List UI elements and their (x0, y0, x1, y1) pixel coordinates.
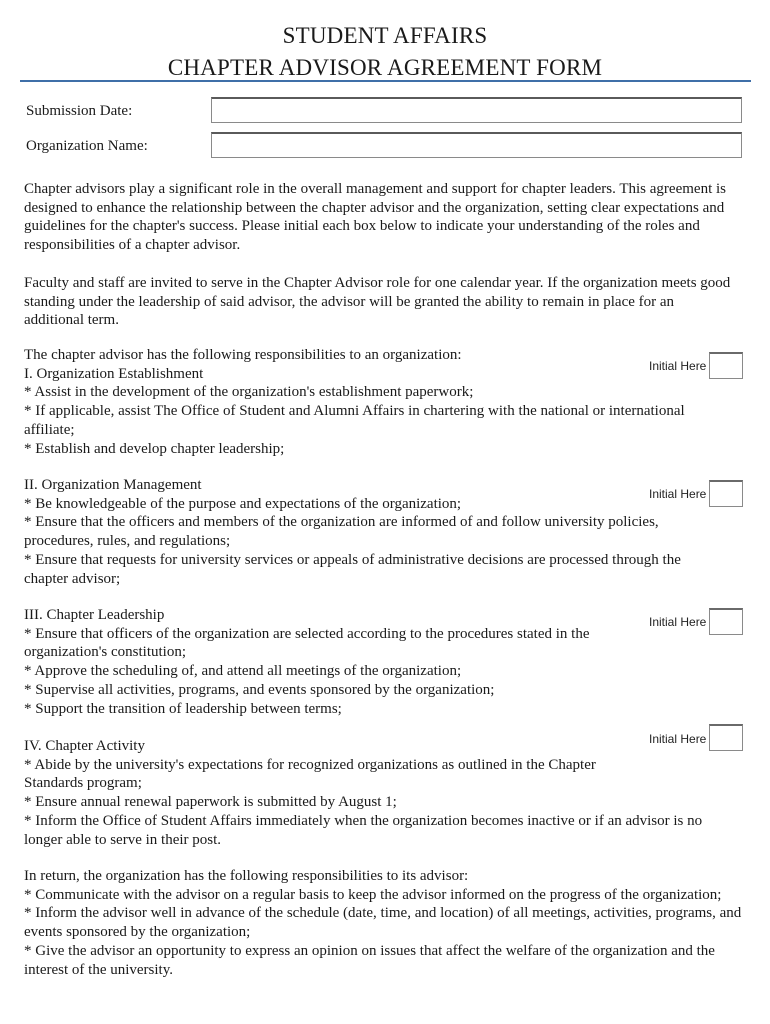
text-line: * Be knowledgeable of the purpose and expectations of the organization; (24, 495, 462, 512)
text-line: * Give the advisor an opportunity to express an opinion on issues that affect the welfare of the organization and the (24, 942, 715, 959)
text-line: affiliate; (24, 421, 75, 438)
submission-date-field[interactable] (211, 97, 742, 123)
organization-name-label: Organization Name: (26, 138, 148, 154)
text-line: Chapter advisors play a significant role in the overall management and support for chapter leaders. This agreement is (24, 181, 726, 197)
text-line: guidelines for the chapter's success. Please initial each box below to indicate your understanding of the roles and (24, 218, 700, 235)
text-line: responsibilities of a chapter advisor. (24, 237, 241, 254)
text-line: * Inform the advisor well in advance of the schedule (date, time, and location) of all meetings, activities, programs, and (24, 905, 742, 922)
text-line: * Establish and develop chapter leadership; (24, 440, 285, 457)
section-organization-management (24, 476, 748, 588)
section-chapter-activity (24, 737, 748, 849)
form-title-line-2: CHAPTER ADVISOR AGREEMENT FORM (167, 55, 603, 80)
text-line: * Inform the Office of Student Affairs immediately when the organization becomes inactive or if an advisor is no (24, 812, 703, 829)
text-line: interest of the university. (24, 961, 173, 978)
text-line: The chapter advisor has the following responsibilities to an organization: (24, 347, 462, 363)
text-line: organization's constitution; (24, 644, 186, 661)
organization-name-field[interactable] (211, 132, 742, 158)
initial-box-section-2[interactable] (709, 480, 743, 507)
text-line: * Supervise all activities, programs, and events sponsored by the organization; (24, 681, 495, 698)
section-heading: I. Organization Establishment (24, 365, 204, 382)
text-line: * Ensure annual renewal paperwork is submitted by August 1; (24, 794, 397, 811)
text-line: * Ensure that the officers and members of the organization are informed of and follow university policies, (24, 514, 659, 531)
text-line: In return, the organization has the following responsibilities to its advisor: (24, 868, 469, 884)
text-line: * Abide by the university's expectations for recognized organizations as outlined in the Chapter (24, 756, 596, 773)
organization-name-input[interactable] (212, 134, 741, 157)
text-line: * Ensure that requests for university services or appeals of administrative decisions are processed through the (24, 551, 681, 568)
text-line: * If applicable, assist The Office of Student and Alumni Affairs in chartering with the national or international (24, 403, 685, 420)
text-line: * Support the transition of leadership between terms; (24, 700, 342, 717)
text-line: * Communicate with the advisor on a regular basis to keep the advisor informed on the progress of the organization; (24, 886, 722, 903)
section-heading: IV. Chapter Activity (24, 738, 145, 754)
text-line: * Approve the scheduling of, and attend all meetings of the organization; (24, 663, 462, 680)
section-organization-establishment (24, 346, 748, 458)
intro-paragraph (24, 180, 748, 255)
section-heading: II. Organization Management (24, 477, 202, 493)
text-line: events sponsored by the organization; (24, 924, 251, 941)
text-line: * Ensure that officers of the organization are selected according to the procedures stated in the (24, 625, 590, 642)
form-title-line-1: STUDENT AFFAIRS (282, 23, 488, 48)
text-line: procedures, rules, and regulations; (24, 533, 231, 550)
text-line: Standards program; (24, 775, 142, 792)
initial-box-section-4[interactable] (709, 724, 743, 751)
section-chapter-leadership (24, 606, 748, 718)
organization-responsibilities (24, 867, 748, 979)
initial-here-label: Initial Here (649, 615, 707, 629)
submission-date-label: Submission Date: (26, 103, 133, 119)
submission-date-input[interactable] (212, 99, 741, 122)
section-heading: III. Chapter Leadership (24, 607, 165, 623)
initial-box-section-3[interactable] (709, 608, 743, 635)
text-line: * Assist in the development of the organization's establishment paperwork; (24, 384, 474, 401)
initial-input[interactable] (710, 610, 742, 634)
initial-here-label: Initial Here (649, 732, 707, 746)
text-line: Faculty and staff are invited to serve in the Chapter Advisor role for one calendar year. If the organization meets good (24, 275, 731, 291)
initial-here-label: Initial Here (649, 487, 707, 501)
initial-input[interactable] (710, 354, 742, 378)
text-line: standing under the leadership of said advisor, the advisor will be granted the ability to remain in place for an (24, 293, 675, 310)
text-line: designed to enhance the relationship between the chapter advisor and the organization, setting clear expectations and (24, 199, 725, 216)
text-line: chapter advisor; (24, 570, 121, 587)
text-line: longer able to serve in their post. (24, 831, 222, 848)
initial-here-label: Initial Here (649, 359, 707, 373)
initial-input[interactable] (710, 726, 742, 750)
title-divider (20, 80, 751, 82)
term-paragraph (24, 274, 748, 330)
initial-input[interactable] (710, 482, 742, 506)
initial-box-section-1[interactable] (709, 352, 743, 379)
text-line: additional term. (24, 312, 119, 329)
